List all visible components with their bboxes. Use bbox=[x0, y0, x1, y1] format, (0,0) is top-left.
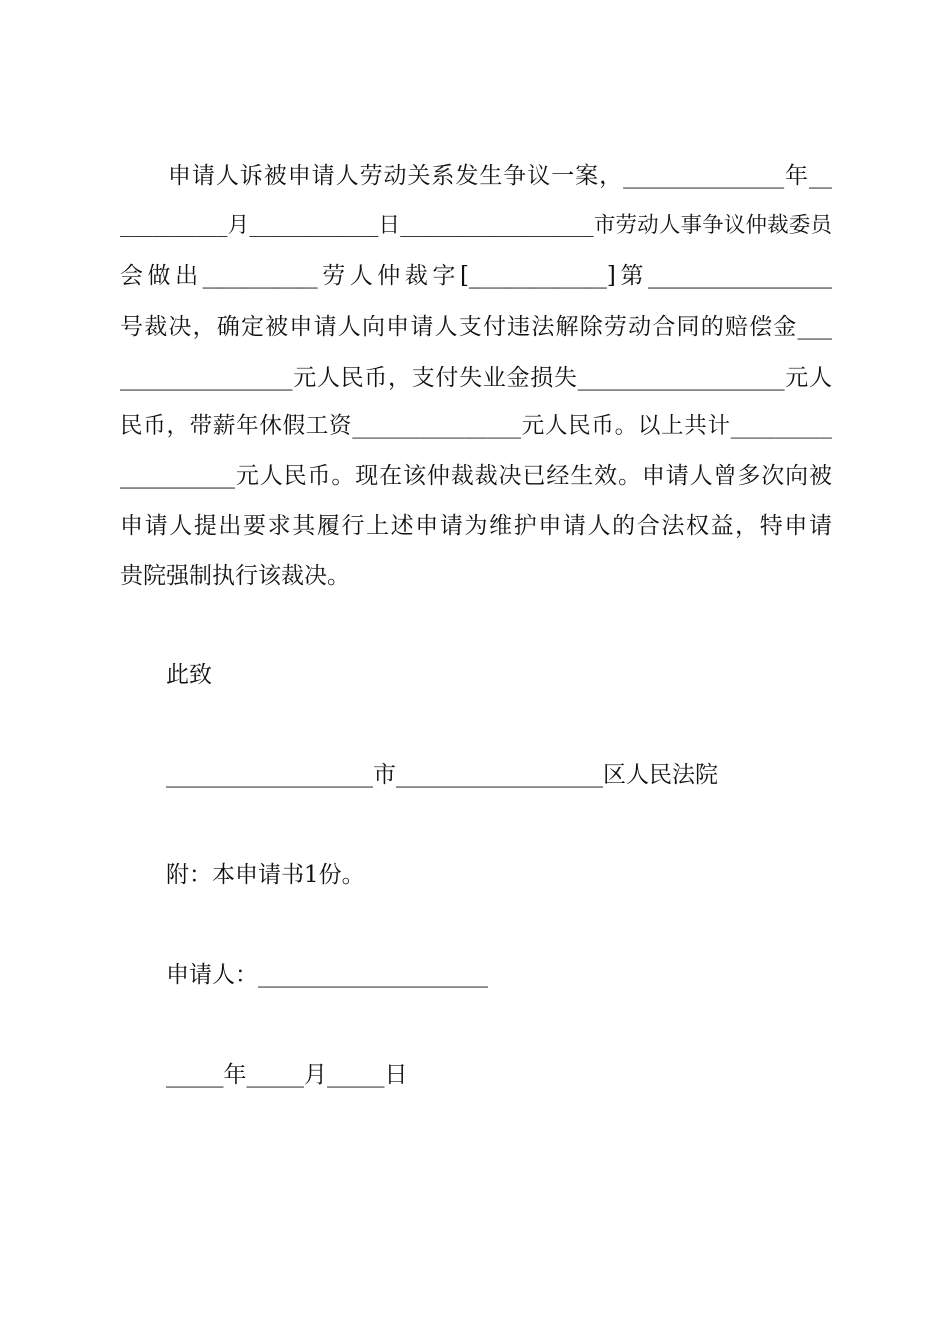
applicant-signature-line: 申请人：____________________ bbox=[166, 962, 488, 988]
body-line-3: 会做出__________劳人仲裁字[____________]第________________ bbox=[120, 263, 832, 289]
body-line-5: _______________元人民币，支付失业金损失__________________元人 bbox=[120, 365, 832, 391]
body-line-6: 民币，带薪年休假工资_______________元人民币。以上共计_________ bbox=[120, 413, 832, 439]
body-line-2: __________月____________日__________________市劳动人事争议仲裁委员 bbox=[120, 213, 832, 238]
body-line-4: 号裁决，确定被申请人向申请人支付违法解除劳动合同的赔偿金___ bbox=[120, 314, 832, 340]
body-line-8: 申请人提出要求其履行上述申请为维护申请人的合法权益，特申请 bbox=[120, 513, 832, 539]
body-line-7: __________元人民币。现在该仲裁裁决已经生效。申请人曾多次向被 bbox=[120, 463, 832, 489]
body-line-9: 贵院强制执行该裁决。 bbox=[120, 563, 350, 589]
body-line-1: 申请人诉被申请人劳动关系发生争议一案，______________年__ bbox=[120, 163, 832, 189]
court-address-line: __________________市__________________区人民法院 bbox=[166, 762, 718, 788]
attachment-note: 附：本申请书1份。 bbox=[166, 862, 365, 888]
date-line: _____年_____月_____日 bbox=[166, 1062, 408, 1088]
salutation: 此致 bbox=[166, 662, 212, 688]
